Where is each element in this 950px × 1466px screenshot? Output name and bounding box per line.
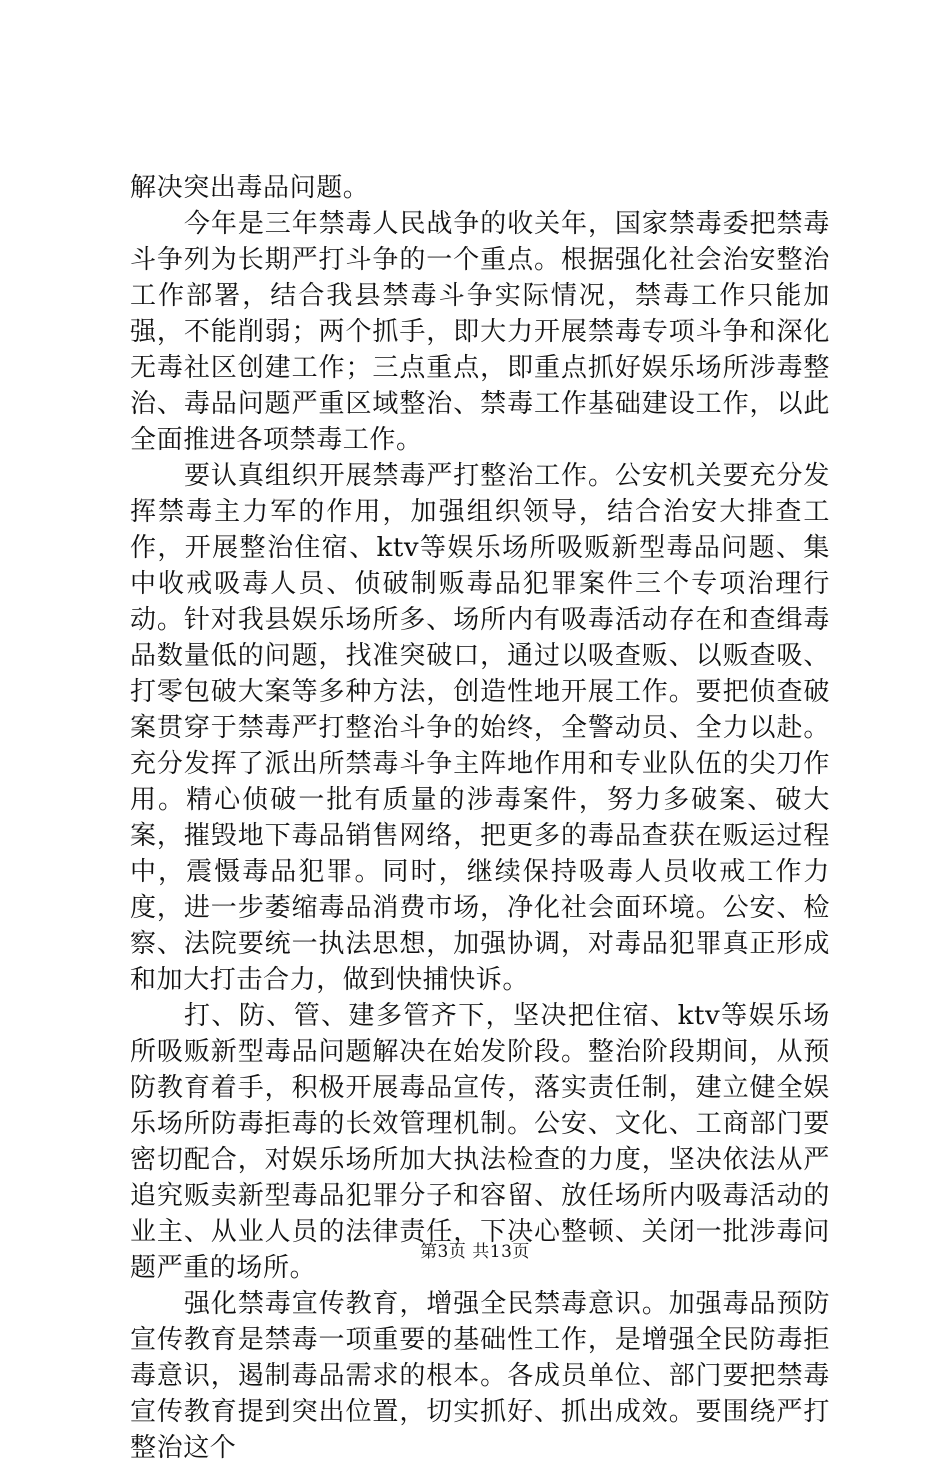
document-body [130, 170, 830, 1466]
paragraph-entertainment-venues: 打、防、管、建多管齐下，坚决把住宿、ktv等娱乐场所吸贩新型毒品问题解决在始发阶段。整治阶段期间，从预防教育着手，积极开展毒品宣传，落实责任制，建立健全娱乐场所防毒拒毒的长效管理机制。公安、文化、工商部门要密切配合，对娱乐场所加大执法检查的力度，坚决依法从严追究贩卖新型毒品犯罪分子和容留、放任场所内吸毒活动的业主、从业人员的法律责任，下决心整顿、关闭一批涉毒问题严重的场所。 [130, 1001, 830, 1283]
paragraph-education: 强化禁毒宣传教育，增强全民禁毒意识。加强毒品预防宣传教育是禁毒一项重要的基础性工作，是增强全民防毒拒毒意识，遏制毒品需求的根本。各成员单位、部门要把禁毒宣传教育提到突出位置，切实抓好、抓出成效。要围绕严打整治这个 [130, 1289, 830, 1463]
paragraph-annual-focus: 今年是三年禁毒人民战争的收关年，国家禁毒委把禁毒斗争列为长期严打斗争的一个重点。根据强化社会治安整治工作部署，结合我县禁毒斗争实际情况，禁毒工作只能加强，不能削弱；两个抓手，即大力开展禁毒专项斗争和深化无毒社区创建工作；三点重点，即重点抓好娱乐场所涉毒整治、毒品问题严重区域整治、禁毒工作基础建设工作，以此全面推进各项禁毒工作。 [130, 209, 830, 455]
page-number-footer: 第3页 共13页 [420, 1242, 530, 1262]
paragraph-continuation: 解决突出毒品问题。 [130, 173, 370, 203]
paragraph-crackdown: 要认真组织开展禁毒严打整治工作。公安机关要充分发挥禁毒主力军的作用，加强组织领导，结合治安大排查工作，开展整治住宿、ktv等娱乐场所吸贩新型毒品问题、集中收戒吸毒人员、侦破制贩毒品犯罪案件三个专项治理行动。针对我县娱乐场所多、场所内有吸毒活动存在和查缉毒品数量低的问题，找准突破口，通过以吸查贩、以贩查吸、打零包破大案等多种方法，创造性地开展工作。要把侦查破案贯穿于禁毒严打整治斗争的始终，全警动员、全力以赴。充分发挥了派出所禁毒斗争主阵地作用和专业队伍的尖刀作用。精心侦破一批有质量的涉毒案件，努力多破案、破大案，摧毁地下毒品销售网络，把更多的毒品查获在贩运过程中，震慑毒品犯罪。同时，继续保持吸毒人员收戒工作力度，进一步萎缩毒品消费市场，净化社会面环境。公安、检察、法院要统一执法思想，加强协调，对毒品犯罪真正形成和加大打击合力，做到快捕快诉。 [130, 461, 830, 995]
